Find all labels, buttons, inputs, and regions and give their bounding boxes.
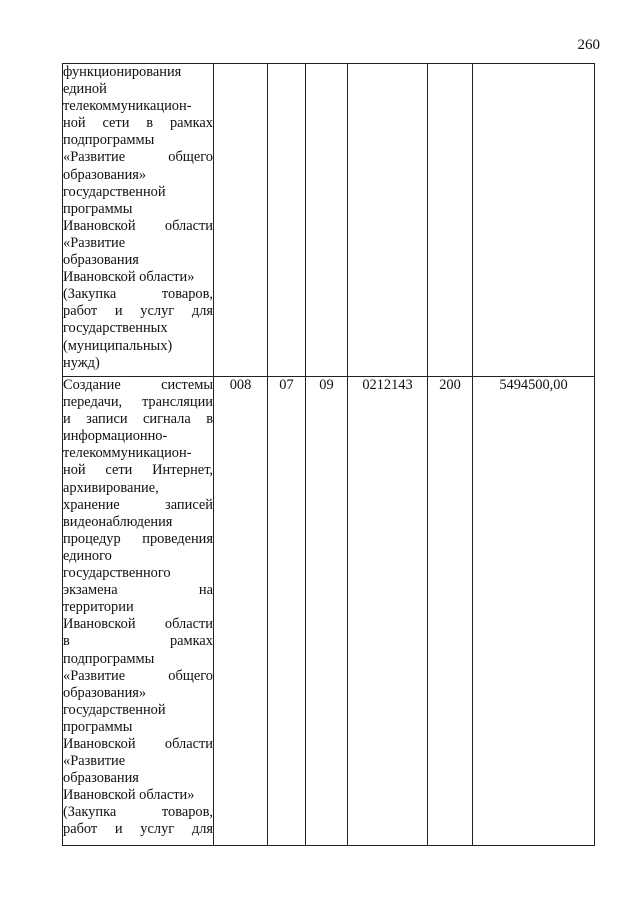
budget-table bbox=[62, 63, 595, 846]
description-line: передачи, трансляции bbox=[63, 394, 213, 411]
description-line: государственных bbox=[63, 320, 168, 337]
description-line: территории bbox=[63, 599, 134, 616]
description-line: «Развитие bbox=[63, 234, 126, 251]
description-line: хранение записей bbox=[63, 496, 213, 513]
description-line: образования» bbox=[63, 166, 147, 183]
description-line: программы bbox=[63, 200, 133, 217]
description-cell bbox=[63, 377, 214, 846]
amount-cell: 5494500,00 bbox=[473, 377, 595, 846]
description-line: телекоммуникацион- bbox=[63, 445, 192, 462]
description-line: и записи сигнала в bbox=[63, 411, 213, 428]
description-line: образования» bbox=[63, 684, 147, 701]
target-article-cell bbox=[348, 64, 428, 377]
description-line: подпрограммы bbox=[63, 650, 155, 667]
description-line: единого bbox=[63, 547, 112, 564]
description-line: работ и услуг для bbox=[63, 821, 213, 838]
description-line: Ивановской области» bbox=[63, 787, 195, 804]
description-line: «Развитие bbox=[63, 753, 126, 770]
description-line: Ивановской области bbox=[63, 735, 213, 752]
description-line: ной сети в рамках bbox=[63, 115, 213, 132]
description-line: видеонаблюдения bbox=[63, 513, 173, 530]
description-line: «Развитие общего bbox=[63, 149, 213, 166]
description-line: функционирования bbox=[63, 64, 182, 80]
page-number: 260 bbox=[577, 37, 600, 53]
description-line: Создание системы bbox=[63, 377, 213, 393]
description-line: экзамена на bbox=[63, 582, 213, 599]
description-line: программы bbox=[63, 718, 133, 735]
description-line: государственного bbox=[63, 565, 171, 582]
description-line: (муниципальных) bbox=[63, 337, 173, 354]
expense-type-cell: 200 bbox=[428, 377, 473, 846]
description-line: государственной bbox=[63, 701, 166, 718]
expense-type-cell bbox=[428, 64, 473, 377]
description-line: архивирование, bbox=[63, 479, 159, 496]
description-line: в рамках bbox=[63, 633, 213, 650]
description-line: образования bbox=[63, 252, 139, 269]
table-row bbox=[63, 377, 595, 846]
section-code-cell: 07 bbox=[268, 377, 306, 846]
description-line: (Закупка товаров, bbox=[63, 286, 213, 303]
description-line: информационно- bbox=[63, 428, 168, 445]
description-line: единой bbox=[63, 81, 107, 98]
description-line: (Закупка товаров, bbox=[63, 804, 213, 821]
section-code-cell bbox=[268, 64, 306, 377]
description-line: «Развитие общего bbox=[63, 667, 213, 684]
target-article-cell: 0212143 bbox=[348, 377, 428, 846]
description-line: процедур проведения bbox=[63, 530, 213, 547]
subsection-code-cell: 09 bbox=[306, 377, 348, 846]
admin-code-cell bbox=[214, 64, 268, 377]
subsection-code-cell bbox=[306, 64, 348, 377]
admin-code-cell: 008 bbox=[214, 377, 268, 846]
description-line: подпрограммы bbox=[63, 132, 155, 149]
description-line: образования bbox=[63, 770, 139, 787]
amount-cell bbox=[473, 64, 595, 377]
description-line: Ивановской области bbox=[63, 616, 213, 633]
description-cell bbox=[63, 64, 214, 377]
description-line: государственной bbox=[63, 183, 166, 200]
table-row bbox=[63, 64, 595, 377]
description-line: работ и услуг для bbox=[63, 303, 213, 320]
description-line: телекоммуникацион- bbox=[63, 98, 192, 115]
description-line: нужд) bbox=[63, 354, 100, 371]
description-line: Ивановской области bbox=[63, 217, 213, 234]
description-line: ной сети Интернет, bbox=[63, 462, 213, 479]
description-line: Ивановской области» bbox=[63, 269, 195, 286]
